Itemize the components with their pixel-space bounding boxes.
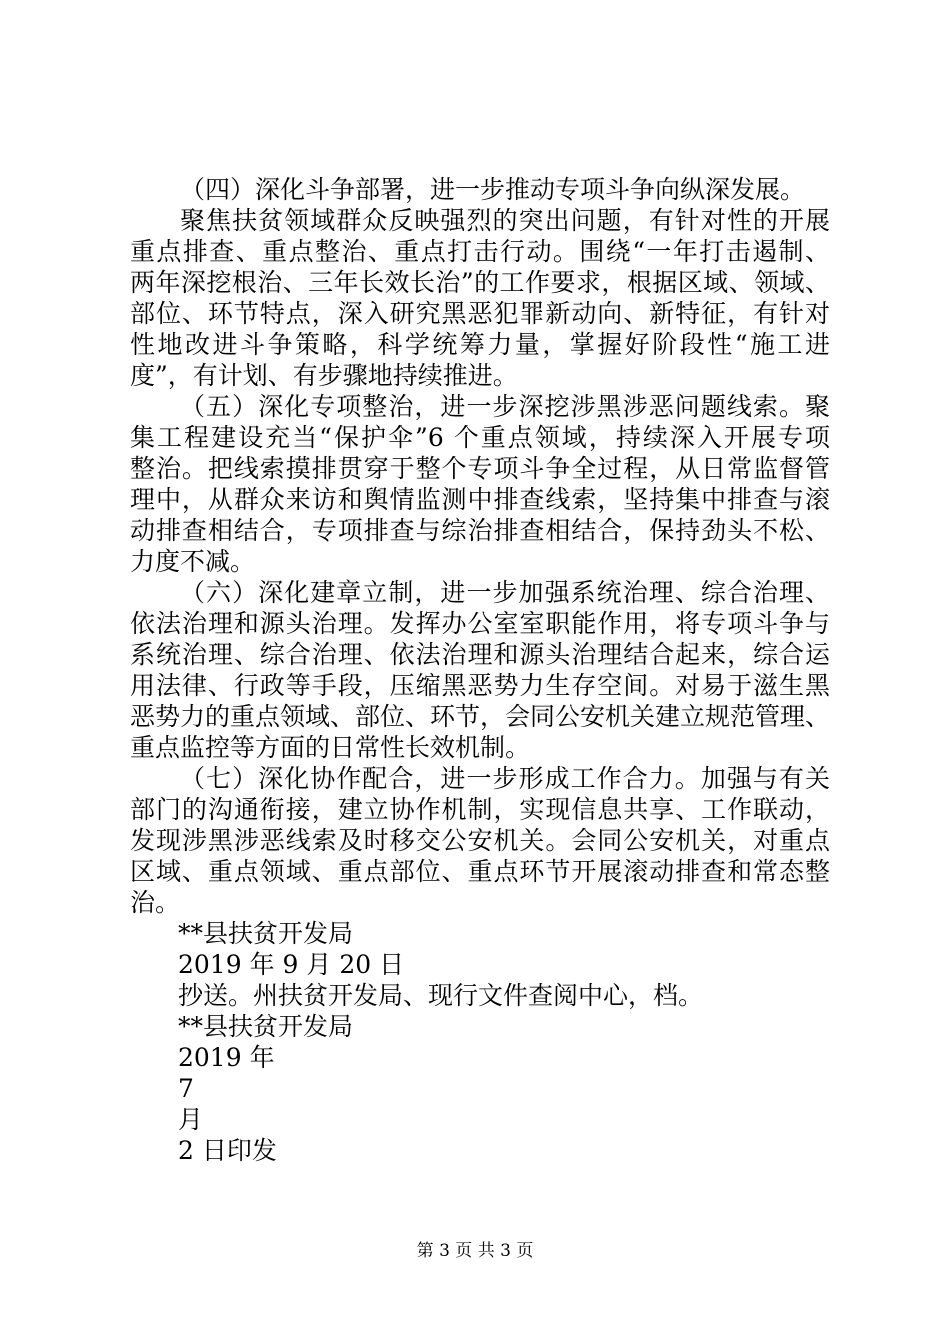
text-line: 发现涉黑涉恶线索及时移交公安机关。会同公安机关，对重点 bbox=[130, 826, 830, 855]
page-footer: 第 3 页 共 3 页 bbox=[416, 1241, 534, 1261]
text-line: 集工程建设充当“保护伞”6 个重点领域，持续深入开展专项 bbox=[130, 423, 830, 452]
text-line: 两年深挖根治、三年长效长治”的工作要求，根据区域、领域、 bbox=[130, 268, 830, 297]
text-line: 用法律、行政等手段，压缩黑恶势力生存空间。对易于滋生黑 bbox=[130, 671, 830, 700]
text-line: 性地改进斗争策略，科学统筹力量，掌握好阶段性“施工进 bbox=[130, 330, 830, 359]
text-line: （四）深化斗争部署，进一步推动专项斗争向纵深发展。 bbox=[180, 175, 806, 204]
text-line: 理中，从群众来访和舆情监测中排查线索，坚持集中排查与滚 bbox=[130, 485, 830, 514]
text-line: 治。 bbox=[130, 888, 181, 917]
text-line: 动排查相结合，专项排查与综治排查相结合，保持劲头不松、 bbox=[130, 516, 830, 545]
text-line: 力度不减。 bbox=[130, 547, 256, 576]
closing-line: 抄送。州扶贫开发局、现行文件查阅中心，档。 bbox=[178, 981, 704, 1010]
text-line: （六）深化建章立制，进一步加强系统治理、综合治理、 bbox=[180, 578, 830, 607]
document-body bbox=[130, 174, 830, 1166]
text-line: （五）深化专项整治，进一步深挖涉黑涉恶问题线索。聚 bbox=[180, 392, 830, 421]
closing-line: 2019 年 9 月 20 日 bbox=[178, 950, 405, 979]
text-line: 整治。把线索摸排贯穿于整个专项斗争全过程，从日常监督管 bbox=[130, 454, 830, 483]
text-line: 系统治理、综合治理、依法治理和源头治理结合起来，综合运 bbox=[130, 640, 830, 669]
text-line: 区域、重点领域、重点部位、重点环节开展滚动排查和常态整 bbox=[130, 857, 830, 886]
closing-line: **县扶贫开发局 bbox=[178, 1012, 354, 1041]
text-line: （七）深化协作配合，进一步形成工作合力。加强与有关 bbox=[180, 764, 830, 793]
closing-line: 7 bbox=[178, 1074, 194, 1103]
text-line: 重点监控等方面的日常性长效机制。 bbox=[130, 733, 531, 762]
closing-line: 2019 年 bbox=[178, 1043, 275, 1072]
text-line: 部门的沟通衔接，建立协作机制，实现信息共享、工作联动， bbox=[130, 795, 830, 824]
closing-line: 月 bbox=[178, 1105, 204, 1134]
closing-line: 2 日印发 bbox=[178, 1136, 277, 1165]
text-line: 度”，有计划、有步骤地持续推进。 bbox=[130, 361, 518, 390]
text-line: 重点排查、重点整治、重点打击行动。围绕“一年打击遏制、 bbox=[130, 237, 830, 266]
closing-line: **县扶贫开发局 bbox=[178, 919, 354, 948]
text-line: 部位、环节特点，深入研究黑恶犯罪新动向、新特征，有针对 bbox=[130, 299, 830, 328]
text-line: 聚焦扶贫领域群众反映强烈的突出问题，有针对性的开展 bbox=[180, 206, 830, 235]
text-line: 依法治理和源头治理。发挥办公室室职能作用，将专项斗争与 bbox=[130, 609, 830, 638]
text-line: 恶势力的重点领域、部位、环节，会同公安机关建立规范管理、 bbox=[130, 702, 831, 731]
